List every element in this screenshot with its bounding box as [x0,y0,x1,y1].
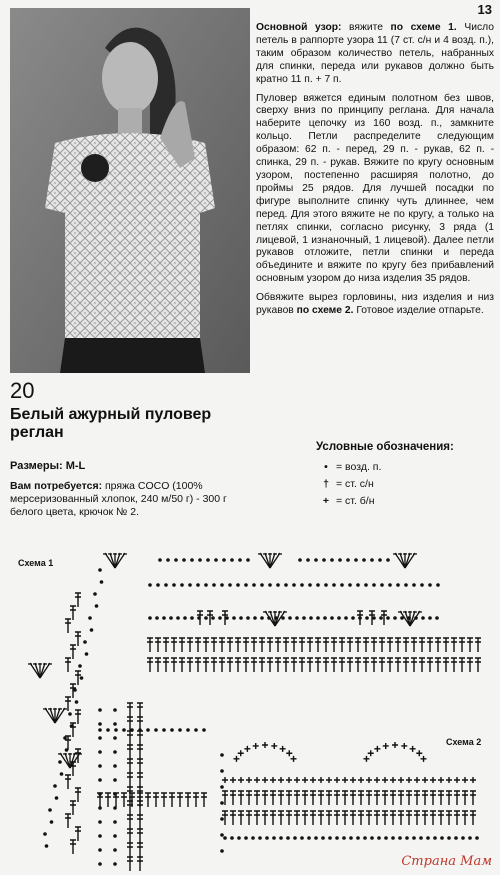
crochet-diagram [0,540,500,875]
sizes-line [10,460,85,472]
finishing-scheme: по схеме 2. [296,305,354,317]
legend-item-label: = ст. б/н [336,494,375,507]
main-pattern-scheme: по схеме 1. [390,22,457,33]
photo-illustration [10,8,250,373]
scheme-1-label: Схема 1 [18,558,54,568]
scheme-2-label: Схема 2 [446,737,482,747]
legend-item [316,475,496,492]
article-number: 20 [10,378,35,403]
model-photo [10,8,250,373]
main-pattern-body: Число петель в раппорте узора 11 (7 ст. с/н и 4 возд. п.), таким образом количество петель, набранных для спинки, переда или рукавов должно быть кратно 11 п. + 7 п. [256,22,494,85]
finishing-end: Готовое изделие отпарьте. [356,305,484,317]
double-crochet-symbol: † [323,477,329,490]
article-title: Белый ажурный пуловер реглан [10,406,212,441]
legend-title: Условные обозначения: [316,441,454,453]
legend-item-label: = возд. п. [336,460,382,473]
finishing-start: Обвяжите вырез горловины, низ изделия и низ рукавов [256,292,494,317]
materials-value: пряжа COCO (100% мерсеризованный хлопок, 240 м/50 г) - 300 г белого цвета, крючок № 2. [10,480,227,518]
scheme-1-diagram [28,553,481,871]
chain-stitch-symbol: • [324,460,328,473]
legend [316,441,496,509]
materials-label: Вам потребуется: [10,480,103,492]
paragraph-construction: Пуловер вяжется единым полотном без швов, сверху вниз по принципу реглана. Для начала наберите цепочку из 160 возд. п., замкните кольцо. Петли распределите следующим образом: 62 п. - перед, 29 п. - рукав, 62 п. - спинка, 29 п. - рукав. Вяжите по кругу основным узором, постепенно расширяя полотно, до проймы 25 рядов. Для лучшей посадки по фигуре выполните спинку чуть длиннее, чем перед. Для этого вяжите не по кругу, а только на петлях спинки, согласно рисунку, 3 ряда (1 лицевой, 1 изнаночный, 1 лицевой). Далее петли рукавов отложите, петли спинки и переда объедините и вяжите по кругу без прибавлений основным узором до низа изделия 35 рядов. [256,92,494,285]
main-pattern-heading: Основной узор: [256,22,342,33]
paragraph-main-pattern [256,22,494,87]
instructions-text [256,22,494,324]
legend-item-label: = ст. с/н [336,477,374,490]
legend-item [316,458,496,475]
single-crochet-symbol: + [322,494,330,507]
materials-line [10,480,250,519]
legend-item [316,492,496,509]
watermark: Страна Мам [401,854,492,869]
page-number: 13 [477,2,492,17]
scheme-2-diagram [220,742,479,853]
sizes-value: M-L [65,460,86,472]
paragraph-finishing [256,292,494,318]
sizes-label: Размеры: [10,460,63,472]
main-pattern-mid: вяжите [349,22,383,33]
